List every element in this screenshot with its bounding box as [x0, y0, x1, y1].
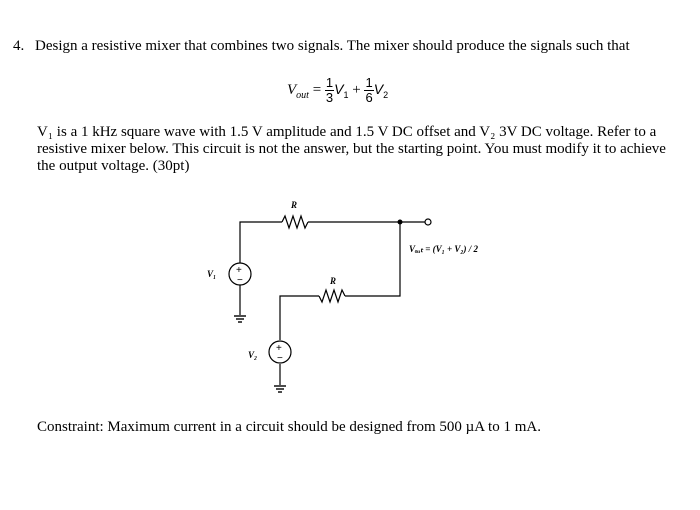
equation-plus: + [352, 81, 361, 98]
resistor-bottom-label: R [330, 276, 337, 286]
equation-var-1: $V_1$ [334, 80, 349, 100]
resistor-top-label: R [291, 200, 298, 210]
equation-fraction-1: $\frac{1}{3}$ [325, 75, 334, 105]
source1-plus: + [236, 265, 242, 276]
problem-description: V₁ is a 1 kHz square wave with 1.5 V amplitude and 1.5 V DC offset and V₂ 3V DC voltage. Refer to a resistive mixer below. This circuit is not the answer, but the starting point. You must modify it to achieve the output voltage. (30pt) [37, 124, 666, 174]
ground-symbol-2 [274, 386, 286, 392]
design-constraint: Constraint: Maximum current in a circuit should be designed from 500 µA to 1 mA. [37, 419, 541, 435]
wire-lower-to-source2 [280, 296, 319, 340]
source1-label: V₁ [207, 269, 217, 279]
wire-output-to-lower [345, 222, 400, 296]
ground-symbol-1 [234, 316, 246, 322]
source2-plus: + [276, 343, 282, 354]
equation-equals: = [312, 81, 322, 98]
source2-label: V₂ [248, 350, 258, 360]
wire-source1-top [240, 222, 282, 263]
question-prompt: Design a resistive mixer that combines two signals. The mixer should produce the signals such that [35, 38, 630, 54]
source1-minus: − [237, 275, 243, 286]
output-terminal [425, 219, 431, 225]
output-formula: Vₒᵤₜ = (V₁ + V₂) / 2 [409, 244, 479, 254]
equation-fraction-2: $\frac{1}{6}$ [365, 75, 373, 105]
resistor-top-symbol [282, 216, 308, 228]
question-number: 4. [13, 38, 25, 54]
junction-node [398, 220, 403, 225]
equation-lhs: $V_{out}$ [287, 81, 309, 101]
equation-var-2: $V_2$ [373, 80, 389, 100]
resistor-bottom-symbol [319, 290, 345, 302]
source2-minus: − [277, 353, 283, 364]
